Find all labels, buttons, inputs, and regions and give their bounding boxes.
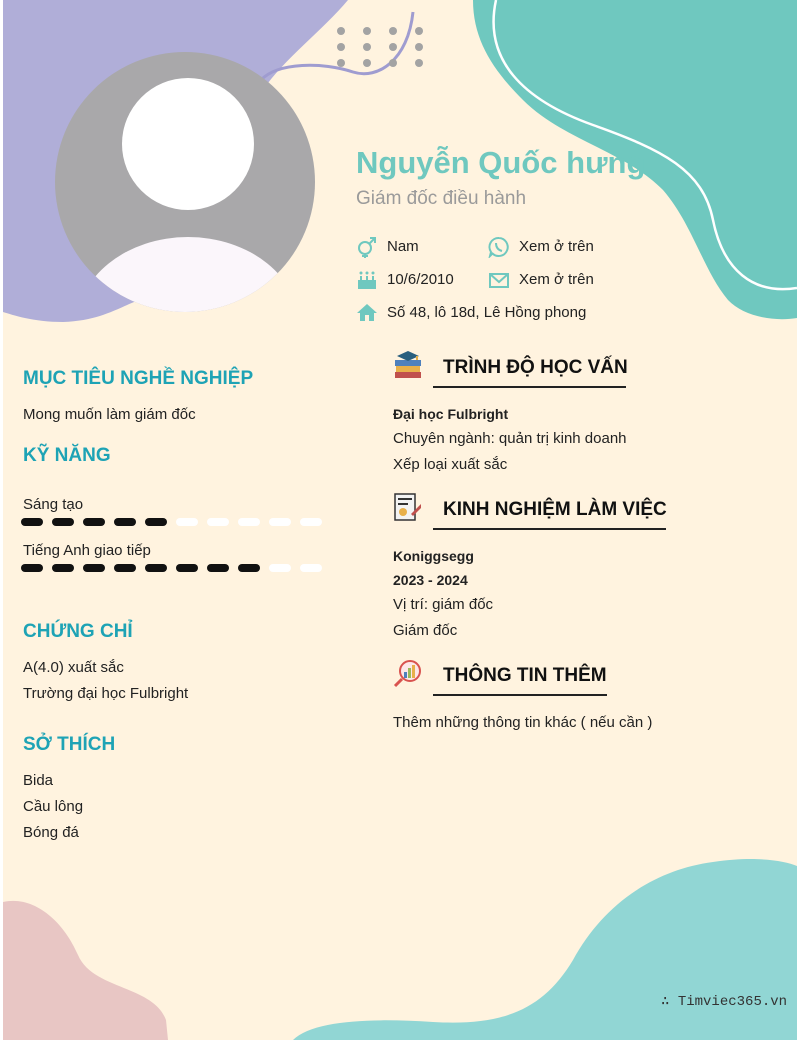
skill-dot-filled <box>21 518 43 526</box>
objective-heading: MỤC TIÊU NGHỀ NGHIỆP <box>23 368 254 389</box>
skill-dot-empty <box>269 564 291 572</box>
skill-dot-empty <box>207 518 229 526</box>
objective-text: Mong muốn làm giám đốc <box>23 406 196 423</box>
skill-dot-empty <box>176 518 198 526</box>
home-icon <box>356 302 378 324</box>
hobby-item: Bóng đá <box>23 824 79 841</box>
skill-dot-filled <box>21 564 43 572</box>
certificate-item: Trường đại học Fulbright <box>23 685 189 702</box>
education-major: Chuyên ngành: quản trị kinh doanh <box>393 430 627 447</box>
skill-dot-empty <box>300 564 322 572</box>
hobby-item: Bida <box>23 772 54 789</box>
skill-dot-filled <box>176 564 198 572</box>
skill-label: Tiếng Anh giao tiếp <box>23 542 151 559</box>
education-heading: TRÌNH ĐỘ HỌC VẤN <box>443 357 628 378</box>
certificate-item: A(4.0) xuất sắc <box>23 659 124 676</box>
candidate-title: Giám đốc điều hành <box>356 188 527 209</box>
address-value: Số 48, lô 18d, Lê Hồng phong <box>387 304 587 321</box>
graduation-books-icon <box>393 350 423 380</box>
skills-heading: KỸ NĂNG <box>23 445 111 466</box>
hobby-item: Cầu lông <box>23 798 84 815</box>
skill-dot-filled <box>145 564 167 572</box>
skill-dot-empty <box>269 518 291 526</box>
certificates-heading: CHỨNG CHỈ <box>23 621 133 642</box>
birthday-cake-icon <box>356 269 378 291</box>
extra-text: Thêm những thông tin khác ( nếu cần ) <box>393 714 653 731</box>
experience-company: Koniggsegg <box>393 548 474 564</box>
skill-dot-filled <box>145 518 167 526</box>
light-teal-blob <box>293 859 797 1040</box>
site-logo: ∴ Timviec365.vn <box>661 994 788 1010</box>
skill-dot-filled <box>52 518 74 526</box>
skill-dot-filled <box>207 564 229 572</box>
experience-position: Vị trí: giám đốc <box>393 596 494 613</box>
pink-blob <box>3 901 168 1040</box>
skill-dot-empty <box>238 518 260 526</box>
birthday-value: 10/6/2010 <box>387 271 454 288</box>
experience-period: 2023 - 2024 <box>393 572 468 588</box>
skill-dot-filled <box>114 518 136 526</box>
gender-value: Nam <box>387 238 419 255</box>
chart-magnifier-icon <box>393 658 423 688</box>
gender-icon <box>356 236 378 258</box>
job-report-icon <box>393 492 423 522</box>
skill-dot-filled <box>83 564 105 572</box>
envelope-icon <box>488 269 510 291</box>
hobbies-heading: SỞ THÍCH <box>23 734 116 755</box>
extra-underline <box>433 694 607 696</box>
avatar <box>55 52 315 312</box>
candidate-name: Nguyễn Quốc hưng <box>356 145 646 180</box>
experience-underline <box>433 528 666 530</box>
education-school: Đại học Fulbright <box>393 406 509 422</box>
education-underline <box>433 386 626 388</box>
skill-dot-filled <box>238 564 260 572</box>
experience-heading: KINH NGHIỆM LÀM VIỆC <box>443 499 667 520</box>
extra-heading: THÔNG TIN THÊM <box>443 665 607 686</box>
skill-dot-filled <box>114 564 136 572</box>
phone-value: Xem ở trên <box>519 238 594 255</box>
skill-dot-filled <box>83 518 105 526</box>
education-grade: Xếp loại xuất sắc <box>393 456 508 473</box>
skill-dot-filled <box>52 564 74 572</box>
skill-label: Sáng tạo <box>23 496 84 513</box>
email-value: Xem ở trên <box>519 271 594 288</box>
cv-page <box>3 0 797 1040</box>
whatsapp-icon <box>488 236 510 258</box>
experience-description: Giám đốc <box>393 622 458 639</box>
skill-dot-empty <box>300 518 322 526</box>
